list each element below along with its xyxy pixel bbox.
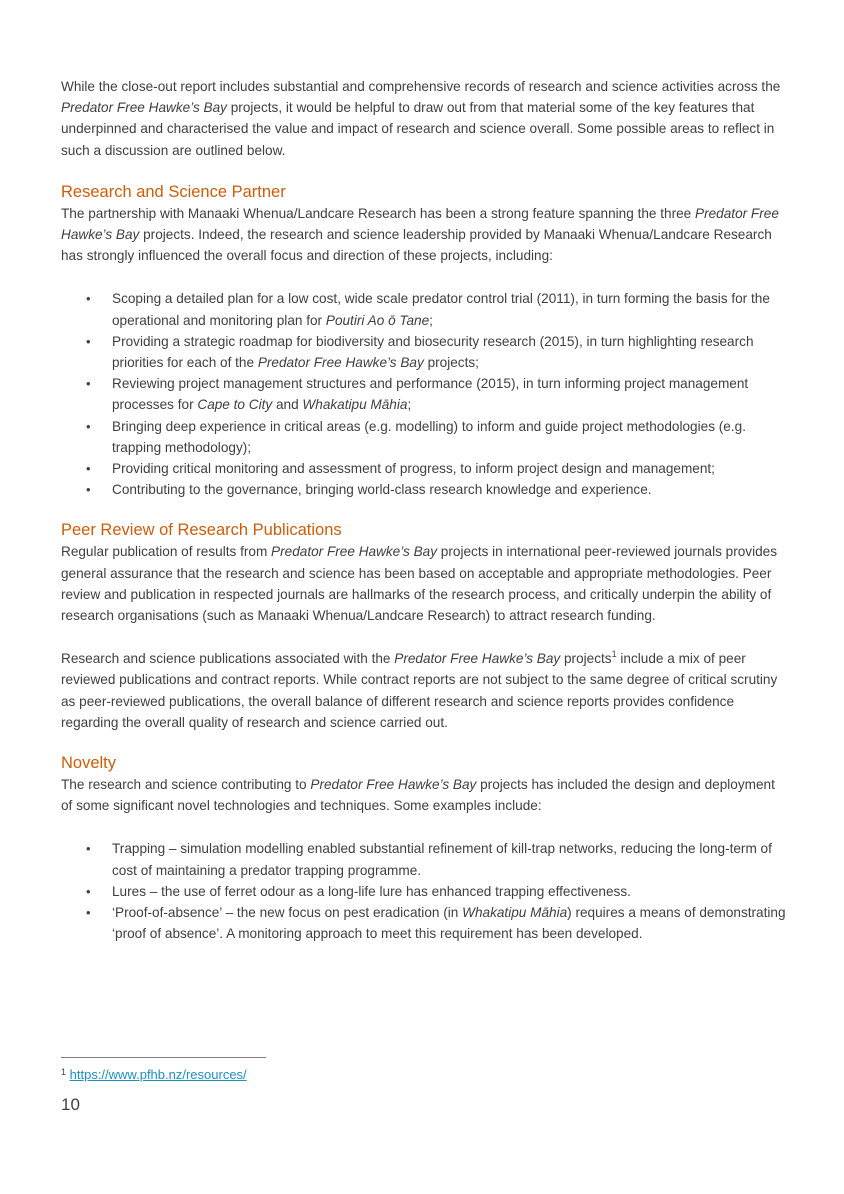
bullet-icon: • (86, 291, 91, 307)
footnote (61, 1066, 247, 1083)
intro-paragraph: While the close-out report includes substantial and comprehensive records of research and science activities across the Predator Free Hawke’s Bay projects, it would be helpful to draw out from that material some of the key features that underpinned and characterised the value and impact of research and science overall. Some possible areas to reflect in such a discussion are outlined below. (61, 79, 781, 158)
section-heading-peer-review: Peer Review of Research Publications (61, 521, 342, 540)
list-item: • ‘Proof-of-absence’ – the new focus on pest eradication (in Whakatipu Māhia) requires a means of demonstrating ‘proof of absence’. A monitoring approach to meet this requirement has been developed. (61, 902, 787, 944)
list-item: • Scoping a detailed plan for a low cost, wide scale predator control trial (2011), in turn forming the basis for the operational and monitoring plan for Poutiri Ao ō Tane; (61, 288, 787, 330)
research-partner-list (61, 288, 787, 500)
novelty-paragraph: The research and science contributing to Predator Free Hawke’s Bay projects has included the design and deployment of some significant novel technologies and techniques. Some examples include: (61, 777, 775, 814)
list-item: • Reviewing project management structures and performance (2015), in turn informing project management processes for Cape to City and Whakatipu Māhia; (61, 373, 787, 415)
list-item: • Providing critical monitoring and assessment of progress, to inform project design and management; (61, 458, 787, 479)
bullet-icon: • (86, 376, 91, 392)
section-heading-research-partner: Research and Science Partner (61, 182, 286, 201)
bullet-icon: • (86, 883, 91, 899)
page-content (61, 76, 787, 945)
footnote-divider (61, 1057, 266, 1058)
list-item: • Trapping – simulation modelling enabled substantial refinement of kill-trap networks, reducing the long-term of cost of maintaining a predator trapping programme. (61, 838, 787, 880)
footnote-link[interactable]: https://www.pfhb.nz/resources/ (69, 1067, 247, 1082)
bullet-icon: • (86, 841, 91, 857)
list-item: • Lures – the use of ferret odour as a long-life lure has enhanced trapping effectiveness. (61, 881, 787, 902)
bullet-icon: • (86, 333, 91, 349)
bullet-icon: • (86, 482, 91, 498)
footnote-reference: 1 (611, 649, 617, 660)
footnote-mark: 1 (61, 1067, 67, 1077)
novelty-list (61, 838, 787, 944)
section-heading-novelty: Novelty (61, 754, 117, 773)
bullet-icon: • (86, 418, 91, 434)
peer-review-paragraph-2: Research and science publications associated with the Predator Free Hawke’s Bay projects$^1$ include a mix of peer reviewed publications and contract reports. While contract reports are not subject to the same degree of critical scrutiny as peer-reviewed publications, the overall balance of different research and science reports provides confidence regarding the overall quality of research and science carried out. (61, 649, 778, 730)
bullet-icon: • (86, 905, 91, 921)
peer-review-paragraph-1: Regular publication of results from Predator Free Hawke’s Bay projects in international peer-reviewed journals provides general assurance that the research and science has been based on acceptable and appropriate methodologies. Peer review and publication in respected journals are hallmarks of the research process, and critically underpin the ability of research organisations (such as Manaaki Whenua/Landcare Research) to attract research funding. (61, 544, 778, 624)
list-item: • Contributing to the governance, bringing world-class research knowledge and experience. (61, 479, 787, 500)
list-item: • Providing a strategic roadmap for biodiversity and biosecurity research (2015), in turn highlighting research priorities for each of the Predator Free Hawke’s Bay projects; (61, 331, 787, 373)
page-number: 10 (61, 1095, 80, 1114)
bullet-icon: • (86, 461, 91, 477)
list-item: • Bringing deep experience in critical areas (e.g. modelling) to inform and guide project methodologies (e.g. trapping methodology); (61, 416, 787, 458)
research-partner-paragraph: The partnership with Manaaki Whenua/Landcare Research has been a strong feature spanning the three Predator Free Hawke’s Bay projects. Indeed, the research and science leadership provided by Manaaki Whenua/Landcare Research has strongly influenced the overall focus and direction of these projects, including: (61, 205, 779, 264)
